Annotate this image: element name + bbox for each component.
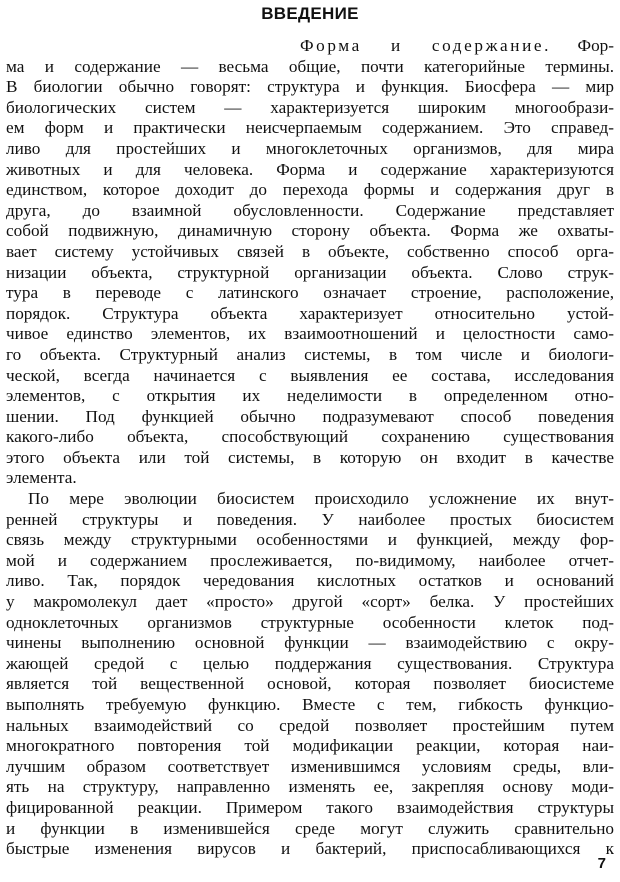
paragraph-1-line: ческой, всегда начинается с выявления ее состава, исследования bbox=[6, 365, 614, 385]
paragraph-1-line-1: Форма и содержание. Фор- bbox=[300, 36, 615, 55]
lead-term: Форма и содержание. bbox=[300, 36, 552, 55]
paragraph-1-line: чивое единство элементов, их взаимоотношений и целостности само- bbox=[6, 324, 614, 344]
paragraph-1-line: ливо для простейших и многоклеточных организмов, для мира bbox=[6, 138, 614, 158]
paragraph-2-line: ять на структуру, направленно изменять ее, закрепляя основу моди- bbox=[6, 777, 614, 797]
paragraph-1-line: биологических систем — характеризуется широким многообрази- bbox=[6, 97, 614, 117]
paragraph-2-line: чинены выполнению основной функции — взаимодействию с окру- bbox=[6, 633, 614, 653]
paragraph-1-line: низации объекта, структурной организации объекта. Слово струк- bbox=[6, 262, 614, 282]
paragraph-2-line: выполнять требуемую функцию. Вместе с тем, гибкость функцио- bbox=[6, 695, 614, 714]
paragraph-2-line: ренней структуры и поведения. У наиболее простых биосистем bbox=[6, 509, 614, 529]
chapter-heading: ВВЕДЕНИЕ bbox=[261, 4, 359, 23]
page-number: 7 bbox=[597, 855, 606, 872]
paragraph-2-line: у макромолекул дает «просто» другой «сорт» белка. У простейших bbox=[6, 592, 614, 612]
paragraph-1-line: элемента. bbox=[6, 468, 77, 488]
paragraph-2-line: По мере эволюции биосистем происходило усложнение их внут- bbox=[28, 489, 614, 509]
paragraph-1-line: тура в переводе с латинского означает строение, расположение, bbox=[6, 283, 614, 303]
paragraph-1 bbox=[6, 36, 614, 489]
body-text bbox=[6, 36, 614, 860]
paragraph-1-line: этого объекта или той системы, в которую он входит в качестве bbox=[6, 447, 614, 467]
paragraph-2-line: нальных взаимодействий со средой позволяет простейшим путем bbox=[6, 715, 614, 735]
paragraph-2-line: многократного повторения той модификации реакции, которая наи- bbox=[6, 736, 614, 756]
paragraph-2-line: одноклеточных организмов структурные особенности клеток под- bbox=[6, 612, 614, 632]
paragraph-2-line: связь между структурными особенностями и функцией, между фор- bbox=[6, 530, 614, 550]
paragraph-1-line: какого-либо объекта, способствующий сохранению существования bbox=[6, 427, 614, 447]
paragraph-2-line: мой и содержанием прослеживается, по-видимому, наиболее отчет- bbox=[6, 550, 614, 570]
paragraph-1-line: элементов, с открытия их неделимости в определенном отно- bbox=[6, 386, 614, 406]
paragraph-2-line: фицированной реакции. Примером такого взаимодействия структуры bbox=[6, 797, 614, 817]
paragraph-2-line: быстрые изменения вирусов и бактерий, приспосабливающихся к bbox=[6, 839, 614, 859]
paragraph-2-line: ливо. Так, порядок чередования кислотных остатков и оснований bbox=[6, 571, 614, 591]
paragraph-2-line: лучшим образом соответствует изменившимся условиям среды, вли- bbox=[6, 756, 614, 776]
paragraph-2-line: и функции в изменившейся среде могут служить сравнительно bbox=[6, 818, 614, 838]
paragraph-1-line: ма и содержание — весьма общие, почти категорийные термины. bbox=[6, 56, 614, 76]
paragraph-2-line: является той вещественной основой, которая позволяет биосистеме bbox=[6, 674, 614, 694]
paragraph-1-line: единством, которое доходит до перехода формы и содержания друг в bbox=[6, 180, 614, 200]
paragraph-1-line: друга, до взаимной обусловленности. Содержание представляет bbox=[6, 200, 614, 220]
paragraph-1-line: порядок. Структура объекта характеризует относительно устой- bbox=[6, 303, 614, 323]
paragraph-1-line: ем форм и практически неисчерпаемым содержанием. Это справед- bbox=[6, 118, 614, 138]
paragraph-1-line: шении. Под функцией обычно подразумевают способ поведения bbox=[6, 406, 614, 426]
paragraph-1-line: го объекта. Структурный анализ системы, в том числе и биологи- bbox=[6, 344, 614, 364]
paragraph-1-line: В биологии обычно говорят: структура и функция. Биосфера — мир bbox=[6, 77, 614, 97]
paragraph-1-line: вает систему устойчивых связей в объекте, собственно способ орга- bbox=[6, 241, 614, 261]
paragraph-1-line: собой подвижную, динамичную сторону объекта. Форма же охваты- bbox=[6, 221, 614, 241]
paragraph-2-line: жающей средой с целью поддержания существования. Структура bbox=[6, 653, 614, 673]
paragraph-2 bbox=[6, 489, 614, 860]
paragraph-1-line: животных и для человека. Форма и содержание характеризуются bbox=[6, 159, 614, 179]
